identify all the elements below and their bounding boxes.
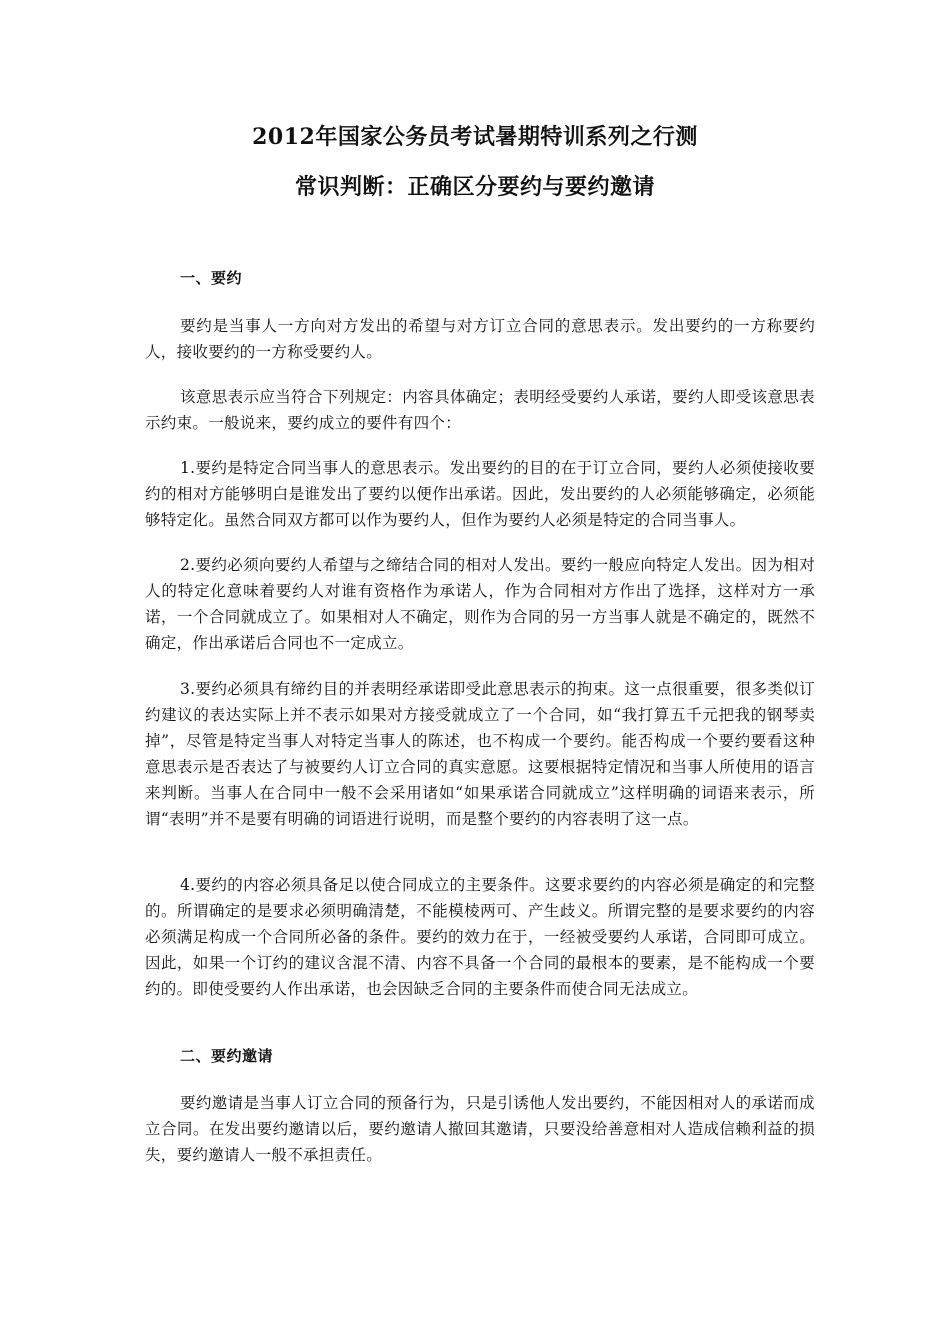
paragraph-requirement-3: 3.要约必须具有缔约目的并表明经承诺即受此意思表示的拘束。这一点很重要，很多类似订约建议的表达实际上并不表示如果对方接受就成立了一个合同，如“我打算五千元把我的钢琴卖掉”，尽管是特定当事人对特定当事人的陈述，也不构成一个要约。能否构成一个要约要看这种意思表示是否表达了与被要约人订立合同的真实意愿。这要根据特定情况和当事人所使用的语言来判断。当事人在合同中一般不会采用诸如“如果承诺合同就成立”这样明确的词语来表示，所谓“表明”并不是要有明确的词语进行说明，而是整个要约的内容表明了这一点。: [145, 680, 815, 828]
paragraph-requirement-4: 4.要约的内容必须具备足以使合同成立的主要条件。这要求要约的内容必须是确定的和完整的。所谓确定的是要求必须明确清楚，不能模棱两可、产生歧义。所谓完整的是要求要约的内容必须满足构成一个合同所必备的条件。要约的效力在于，一经被受要约人承诺，合同即可成立。因此，如果一个订约的建议含混不清、内容不具备一个合同的最根本的要素，是不能构成一个要约的。即使受要约人作出承诺，也会因缺乏合同的主要条件而使合同无法成立。: [145, 876, 815, 998]
section-heading-invitation: 二、要约邀请: [180, 1047, 274, 1065]
paragraph-offer-definition: 要约是当事人一方向对方发出的希望与对方订立合同的意思表示。发出要约的一方称要约人，接收要约的一方称受要约人。: [145, 317, 815, 361]
paragraph-requirement-1: 1.要约是特定合同当事人的意思表示。发出要约的目的在于订立合同，要约人必须使接收要约的相对方能够明白是谁发出了要约以便作出承诺。因此，发出要约的人必须能够确定，必须能够特定化。虽然合同双方都可以作为要约人，但作为要约人必须是特定的合同当事人。: [145, 459, 815, 529]
paragraph-invitation-definition: 要约邀请是当事人订立合同的预备行为，只是引诱他人发出要约，不能因相对人的承诺而成立合同。在发出要约邀请以后，要约邀请人撤回其邀请，只要没给善意相对人造成信赖利益的损失，要约邀请人一般不承担责任。: [145, 1094, 815, 1164]
document-subtitle: 常识判断：正确区分要约与要约邀请: [294, 174, 655, 200]
section-heading-offer: 一、要约: [180, 269, 243, 287]
paragraph-offer-requirements-intro: 该意思表示应当符合下列规定：内容具体确定；表明经受要约人承诺，要约人即受该意思表示约束。一般说来，要约成立的要件有四个：: [145, 388, 815, 432]
document-title: 2012年国家公务员考试暑期特训系列之行测: [252, 124, 698, 150]
paragraph-requirement-2: 2.要约必须向要约人希望与之缔结合同的相对人发出。要约一般应向特定人发出。因为相对人的特定化意味着要约人对谁有资格作为承诺人，作为合同相对方作出了选择，这样对方一承诺，一个合同就成立了。如果相对人不确定，则作为合同的另一方当事人就是不确定的，既然不确定，作出承诺后合同也不一定成立。: [145, 556, 815, 652]
